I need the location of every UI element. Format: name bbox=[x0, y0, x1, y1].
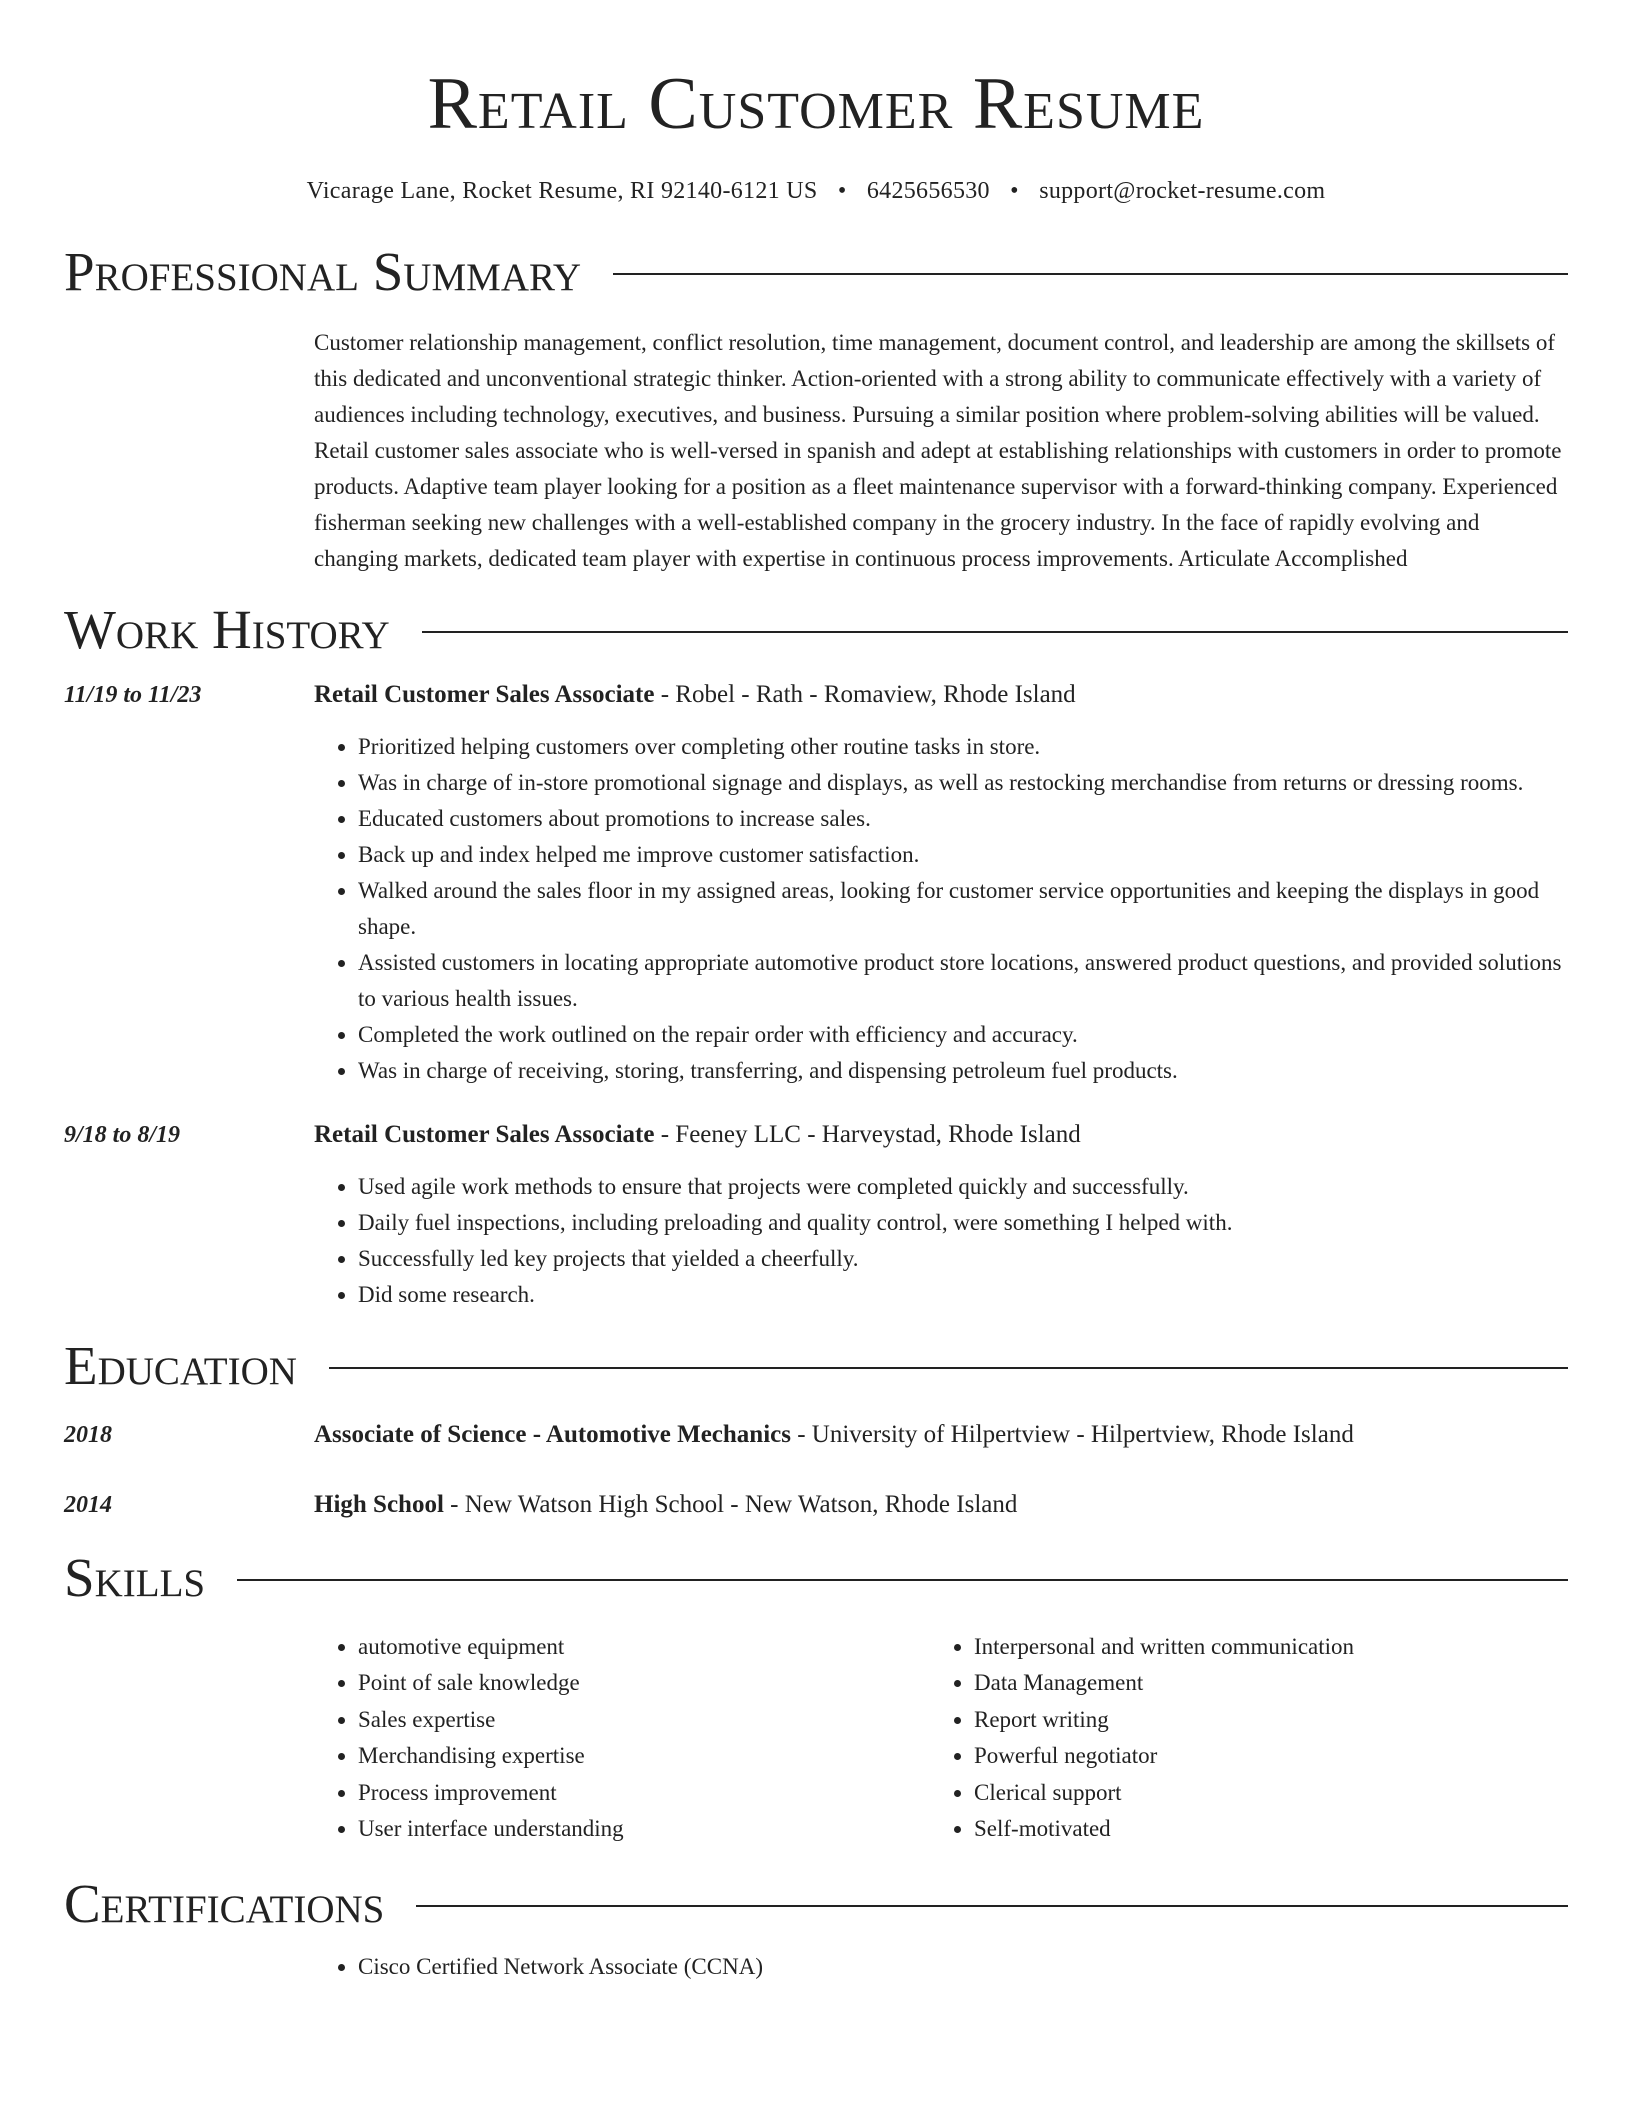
skills-grid bbox=[314, 1629, 1568, 1847]
education-title-line bbox=[314, 1415, 1354, 1455]
education-section-header bbox=[64, 1335, 1568, 1397]
list-item: • Cisco Certified Network Associate (CCNA) bbox=[358, 1949, 1568, 1985]
list-item: • automotive equipment bbox=[358, 1629, 930, 1665]
certifications-section-header bbox=[64, 1873, 1568, 1935]
list-item: • Was in charge of receiving, storing, transferring, and dispensing petroleum fuel products. bbox=[358, 1053, 1568, 1089]
resume-name: Retail Customer Resume bbox=[427, 63, 1205, 145]
education-details: - New Watson High School - New Watson, Rhode Island bbox=[443, 1491, 1018, 1518]
education-entry bbox=[64, 1415, 1568, 1455]
contact-separator: • bbox=[1010, 178, 1019, 204]
list-item: • Back up and index helped me improve customer satisfaction. bbox=[358, 837, 1568, 873]
education-title-line bbox=[314, 1485, 1017, 1525]
education-degree: Associate of Science - Automotive Mechanics bbox=[314, 1421, 791, 1448]
list-item: • Data Management bbox=[974, 1665, 1546, 1701]
list-item: • Merchandising expertise bbox=[358, 1738, 930, 1774]
list-item: • Successfully led key projects that yielded a cheerfully. bbox=[358, 1241, 1568, 1277]
work-heading: Work History bbox=[64, 599, 390, 660]
list-item: • Did some research. bbox=[358, 1277, 1568, 1313]
job-bullets bbox=[314, 729, 1568, 1089]
job-details: - Feeney LLC - Harveystad, Rhode Island bbox=[654, 1121, 1081, 1148]
job-title-line bbox=[314, 675, 1076, 715]
certifications-list bbox=[314, 1949, 1568, 1985]
list-item: • Powerful negotiator bbox=[974, 1738, 1546, 1774]
skills-list-right bbox=[930, 1629, 1546, 1847]
list-item: • User interface understanding bbox=[358, 1811, 930, 1847]
list-item: • Interpersonal and written communication bbox=[974, 1629, 1546, 1665]
list-item: • Walked around the sales floor in my assigned areas, looking for customer service opportunities and keeping the displays in good shape. bbox=[358, 873, 1568, 945]
summary-text: Customer relationship management, conflict resolution, time management, document control, and leadership are among the skillsets of this dedicated and unconventional strategic thinker. Action-oriented with a strong ability to communicate effectively with a variety of audiences including technology, executives, and business. Pursuing a similar position where problem-solving abilities will be valued. Retail customer sales associate who is well-versed in spanish and adept at establishing relationships with customers in order to promote products. Adaptive team player looking for a position as a fleet maintenance supervisor with a forward-thinking company. Experienced fisherman seeking new challenges with a well-established company in the grocery industry. In the face of rapidly evolving and changing markets, dedicated team player with expertise in continuous process improvements. Articulate Accomplished bbox=[314, 330, 1562, 571]
skills-list-left bbox=[314, 1629, 930, 1847]
section-divider bbox=[416, 1905, 1568, 1907]
list-item: • Educated customers about promotions to increase sales. bbox=[358, 801, 1568, 837]
education-details: - University of Hilpertview - Hilpertview, Rhode Island bbox=[790, 1421, 1354, 1448]
contact-email: support@rocket-resume.com bbox=[1039, 178, 1326, 204]
list-item: • Daily fuel inspections, including preloading and quality control, were something I helped with. bbox=[358, 1205, 1568, 1241]
section-divider bbox=[237, 1579, 1568, 1581]
job-details: - Robel - Rath - Romaview, Rhode Island bbox=[654, 681, 1076, 708]
summary-heading: Professional Summary bbox=[64, 241, 582, 302]
list-item: • Sales expertise bbox=[358, 1702, 930, 1738]
list-item: • Was in charge of in-store promotional signage and displays, as well as restocking merchandise from returns or dressing rooms. bbox=[358, 765, 1568, 801]
job-dates: 11/19 to 11/23 bbox=[64, 682, 202, 708]
job-dates: 9/18 to 8/19 bbox=[64, 1122, 181, 1148]
list-item: • Self-motivated bbox=[974, 1811, 1546, 1847]
list-item: • Assisted customers in locating appropriate automotive product store locations, answered product questions, and provided solutions to various health issues. bbox=[358, 945, 1568, 1017]
section-divider bbox=[329, 1367, 1568, 1369]
job-header bbox=[64, 675, 1568, 715]
education-degree: High School bbox=[314, 1491, 444, 1518]
job-title: Retail Customer Sales Associate bbox=[314, 1121, 655, 1148]
list-item: • Used agile work methods to ensure that projects were completed quickly and successfully. bbox=[358, 1169, 1568, 1205]
list-item: • Completed the work outlined on the repair order with efficiency and accuracy. bbox=[358, 1017, 1568, 1053]
list-item: • Prioritized helping customers over completing other routine tasks in store. bbox=[358, 729, 1568, 765]
contact-phone: 6425656530 bbox=[866, 178, 990, 204]
list-item: • Report writing bbox=[974, 1702, 1546, 1738]
job-header bbox=[64, 1115, 1568, 1155]
education-year: 2014 bbox=[64, 1492, 112, 1518]
skills-heading: Skills bbox=[64, 1547, 206, 1608]
certifications-heading: Certifications bbox=[64, 1873, 385, 1935]
list-item: • Point of sale knowledge bbox=[358, 1665, 930, 1701]
list-item: • Process improvement bbox=[358, 1775, 930, 1811]
work-section-header bbox=[64, 599, 1568, 661]
education-entry bbox=[64, 1485, 1568, 1525]
job-entry bbox=[64, 1115, 1568, 1313]
job-title: Retail Customer Sales Associate bbox=[314, 681, 655, 708]
contact-separator: • bbox=[837, 178, 847, 204]
section-divider bbox=[422, 631, 1568, 633]
job-title-line bbox=[314, 1115, 1081, 1155]
education-year: 2018 bbox=[64, 1422, 112, 1448]
list-item: • Clerical support bbox=[974, 1775, 1546, 1811]
section-divider bbox=[613, 273, 1568, 275]
summary-section-header bbox=[64, 241, 1568, 303]
job-entry bbox=[64, 675, 1568, 1089]
contact-address: Vicarage Lane, Rocket Resume, RI 92140-6121 US bbox=[306, 178, 818, 204]
skills-section-header bbox=[64, 1547, 1568, 1609]
education-heading: Education bbox=[64, 1335, 297, 1396]
job-bullets bbox=[314, 1169, 1568, 1313]
contact-line bbox=[64, 178, 1568, 205]
